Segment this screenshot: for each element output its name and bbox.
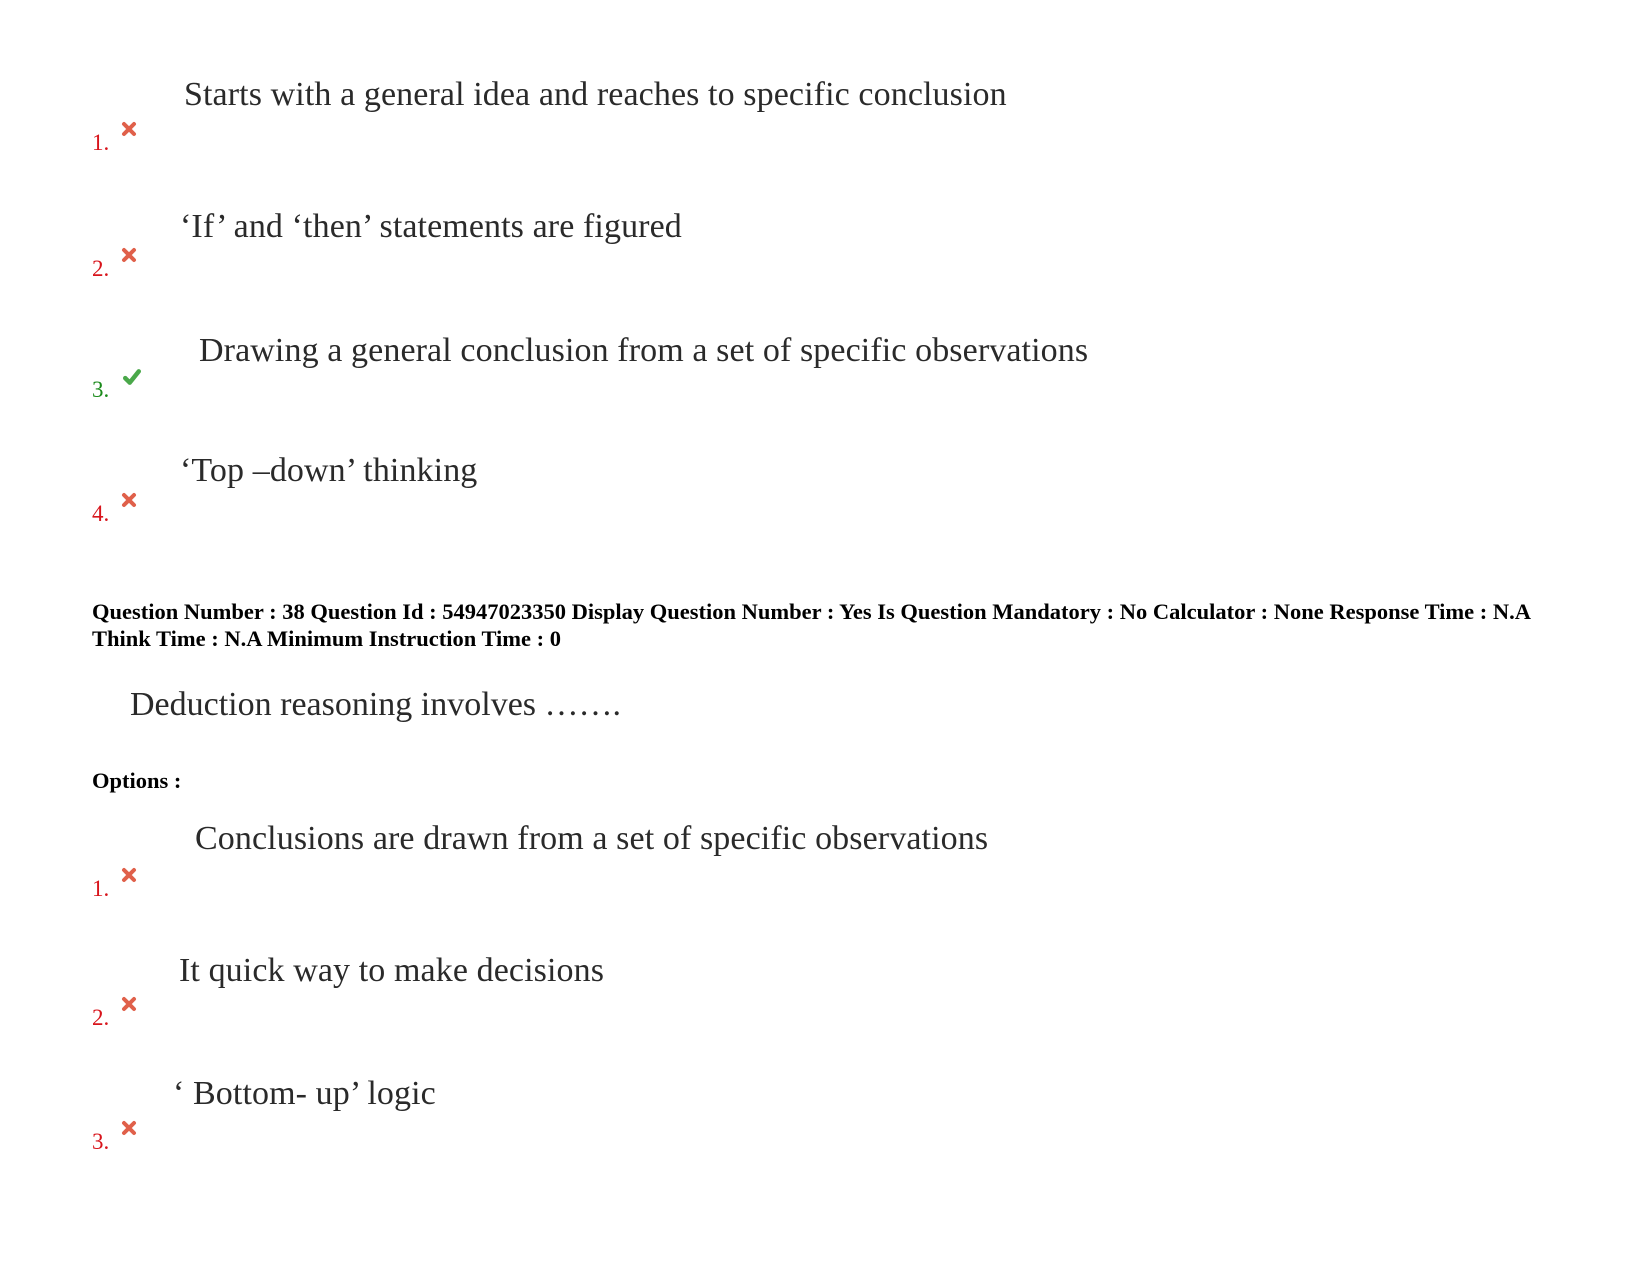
cross-icon — [121, 121, 137, 137]
option-image-text: Conclusions are drawn from a set of specific observations — [195, 820, 989, 857]
question-meta: Question Number : 38 Question Id : 54947023350 Display Question Number : Yes Is Question Mandatory : No Calculator : None Response Time : N.A Think Time : N.A Minimum Instruction Time : 0 — [92, 599, 1530, 651]
options-label: Options : — [92, 768, 182, 793]
option-number: 3. — [92, 1129, 137, 1155]
option-image-text: Drawing a general conclusion from a set of specific observations — [199, 332, 1089, 369]
question-text: Deduction reasoning involves ……. — [130, 686, 622, 723]
cross-icon — [121, 247, 137, 263]
option-number: 1. — [92, 876, 137, 902]
option-number: 2. — [92, 1005, 137, 1031]
cross-icon — [121, 492, 137, 508]
cross-icon — [121, 867, 137, 883]
cross-icon — [121, 1120, 137, 1136]
option-image-text: ‘If’ and ‘then’ statements are figured — [180, 208, 682, 245]
cross-icon — [121, 996, 137, 1012]
option-number: 2. — [92, 256, 137, 282]
option-image-text: It quick way to make decisions — [179, 952, 605, 989]
option-image-text: ‘Top –down’ thinking — [180, 452, 478, 489]
option-number: 1. — [92, 130, 137, 156]
option-image-text: Starts with a general idea and reaches to specific conclusion — [184, 76, 1007, 113]
option-image-text: ‘ Bottom- up’ logic — [173, 1075, 436, 1112]
option-number: 4. — [92, 501, 137, 527]
check-icon — [121, 368, 143, 386]
option-number: 3. — [92, 377, 143, 403]
